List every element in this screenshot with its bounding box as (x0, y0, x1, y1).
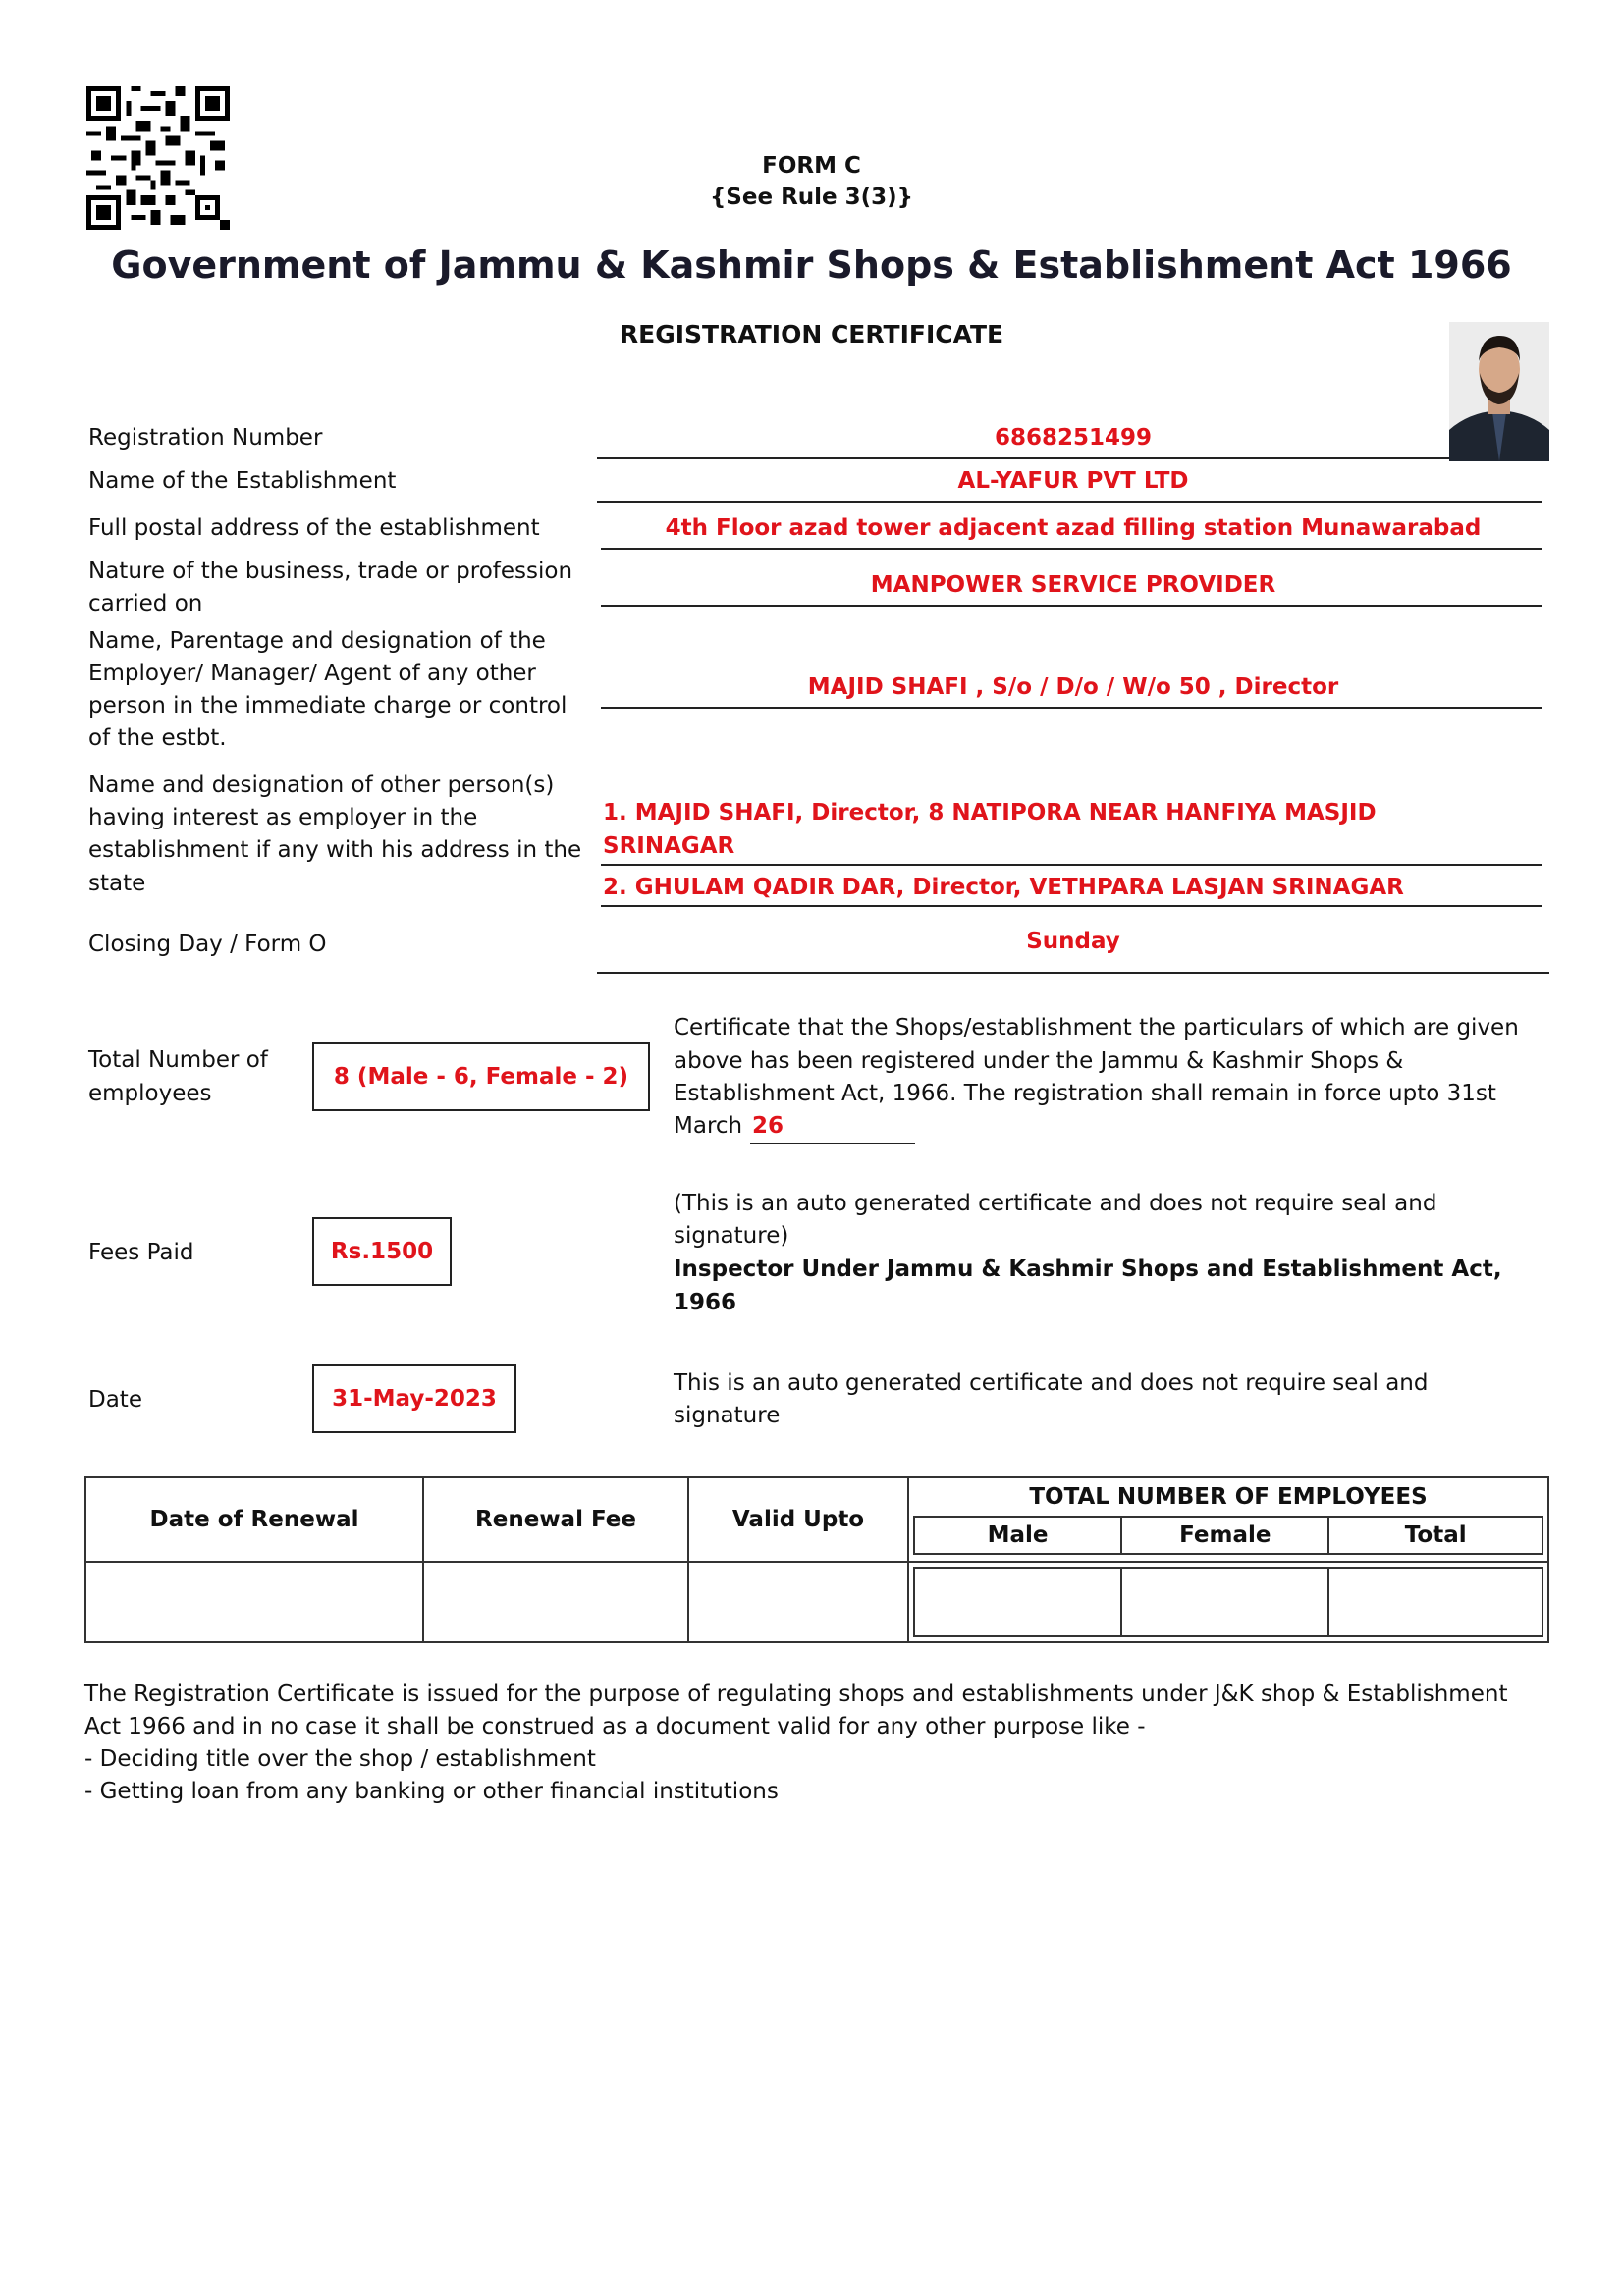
address-label: Full postal address of the establishment (88, 515, 540, 541)
certificate-text-line4: March (674, 1113, 743, 1139)
disclaimer (84, 1679, 1557, 1808)
employees-label-line1: Total Number of (88, 1047, 268, 1073)
others-label-line3: establishment if any with his address in the (88, 837, 582, 863)
address-value: 4th Floor azad tower adjacent azad filling station Munawarabad (665, 515, 1482, 541)
employer-label-line2: Employer/ Manager/ Agent of any other (88, 661, 536, 686)
divider (597, 457, 1449, 459)
employees-subheader (913, 1516, 1543, 1555)
fees-value: Rs.1500 (312, 1217, 452, 1286)
renewal-date-cell (85, 1562, 423, 1642)
male-cell (914, 1568, 1121, 1636)
divider (601, 548, 1542, 550)
renewal-fee-cell (423, 1562, 688, 1642)
other-person-1-line1: 1. MAJID SHAFI, Director, 8 NATIPORA NEAR HANFIYA MASJID (603, 800, 1377, 826)
establishment-name-value: AL-YAFUR PVT LTD (957, 468, 1189, 494)
renewal-table (84, 1476, 1549, 1643)
certificate-text-line2: above has been registered under the Jammu & Kashmir Shops & (674, 1048, 1404, 1074)
auto-note2-line2: signature (674, 1403, 781, 1428)
valid-upto-cell (688, 1562, 908, 1642)
divider (601, 905, 1542, 907)
disclaimer-line3: - Deciding title over the shop / establishment (84, 1746, 596, 1772)
nature-value: MANPOWER SERVICE PROVIDER (870, 572, 1276, 598)
fees-label: Fees Paid (88, 1240, 194, 1265)
page-title: Government of Jammu & Kashmir Shops & Establishment Act 1966 (111, 243, 1512, 287)
divider (597, 972, 1549, 974)
closing-day-value: Sunday (1026, 929, 1120, 954)
disclaimer-line2: Act 1966 and in no case it shall be construed as a document valid for any other purpose like - (84, 1714, 1146, 1739)
col-male: Male (914, 1517, 1121, 1554)
disclaimer-line1: The Registration Certificate is issued for the purpose of regulating shops and establishments under J&K shop & Establishment (84, 1682, 1508, 1707)
col-date-of-renewal: Date of Renewal (85, 1477, 423, 1562)
col-female: Female (1121, 1517, 1328, 1554)
divider (601, 707, 1542, 709)
form-number: FORM C (762, 153, 861, 179)
establishment-name-label: Name of the Establishment (88, 468, 397, 494)
col-total-employees-group (908, 1477, 1548, 1562)
certificate-text-line3: Establishment Act, 1966. The registration shall remain in force upto 31st (674, 1081, 1496, 1106)
others-label-line2: having interest as employer in the (88, 805, 478, 830)
employees-values (913, 1567, 1543, 1637)
certificate-title: REGISTRATION CERTIFICATE (619, 320, 1004, 348)
disclaimer-line4: - Getting loan from any banking or other financial institutions (84, 1779, 779, 1804)
col-total: Total (1328, 1517, 1542, 1554)
employer-label-line1: Name, Parentage and designation of the (88, 628, 546, 654)
employees-value: 8 (Male - 6, Female - 2) (312, 1042, 650, 1111)
others-label-line1: Name and designation of other person(s) (88, 773, 555, 798)
validity-year: 26 (752, 1113, 784, 1139)
auto-note-line1: (This is an auto generated certificate and does not require seal and (674, 1191, 1437, 1216)
employees-cell (908, 1562, 1548, 1642)
divider (601, 605, 1542, 607)
female-cell (1121, 1568, 1328, 1636)
registration-number-value: 6868251499 (994, 425, 1153, 451)
total-cell (1328, 1568, 1542, 1636)
total-employees-heading: TOTAL NUMBER OF EMPLOYEES (1029, 1484, 1428, 1510)
inspector-line2: 1966 (674, 1290, 737, 1315)
divider (601, 864, 1542, 866)
col-valid-upto: Valid Upto (688, 1477, 908, 1562)
registration-number-label: Registration Number (88, 425, 323, 451)
col-renewal-fee: Renewal Fee (423, 1477, 688, 1562)
divider (597, 501, 1542, 503)
divider (750, 1143, 915, 1144)
employer-value: MAJID SHAFI , S/o / D/o / W/o 50 , Director (807, 674, 1339, 700)
nature-label-line2: carried on (88, 591, 203, 616)
employer-label-line3: person in the immediate charge or control (88, 693, 568, 719)
auto-note-line2: signature) (674, 1223, 789, 1249)
other-person-1-line2: SRINAGAR (603, 833, 735, 859)
others-label-line4: state (88, 871, 146, 896)
closing-day-label: Closing Day / Form O (88, 932, 327, 957)
nature-label-line1: Nature of the business, trade or profession (88, 559, 573, 584)
auto-note2-line1: This is an auto generated certificate and does not require seal and (674, 1370, 1429, 1396)
employer-label-line4: of the estbt. (88, 725, 227, 751)
other-person-2: 2. GHULAM QADIR DAR, Director, VETHPARA LASJAN SRINAGAR (603, 875, 1404, 900)
inspector-line1: Inspector Under Jammu & Kashmir Shops and Establishment Act, (674, 1256, 1502, 1282)
date-value: 31-May-2023 (312, 1364, 516, 1433)
employees-label-line2: employees (88, 1081, 212, 1106)
date-label: Date (88, 1387, 142, 1413)
certificate-text-line1: Certificate that the Shops/establishment the particulars of which are given (674, 1015, 1519, 1041)
rule-reference: {See Rule 3(3)} (709, 185, 914, 210)
